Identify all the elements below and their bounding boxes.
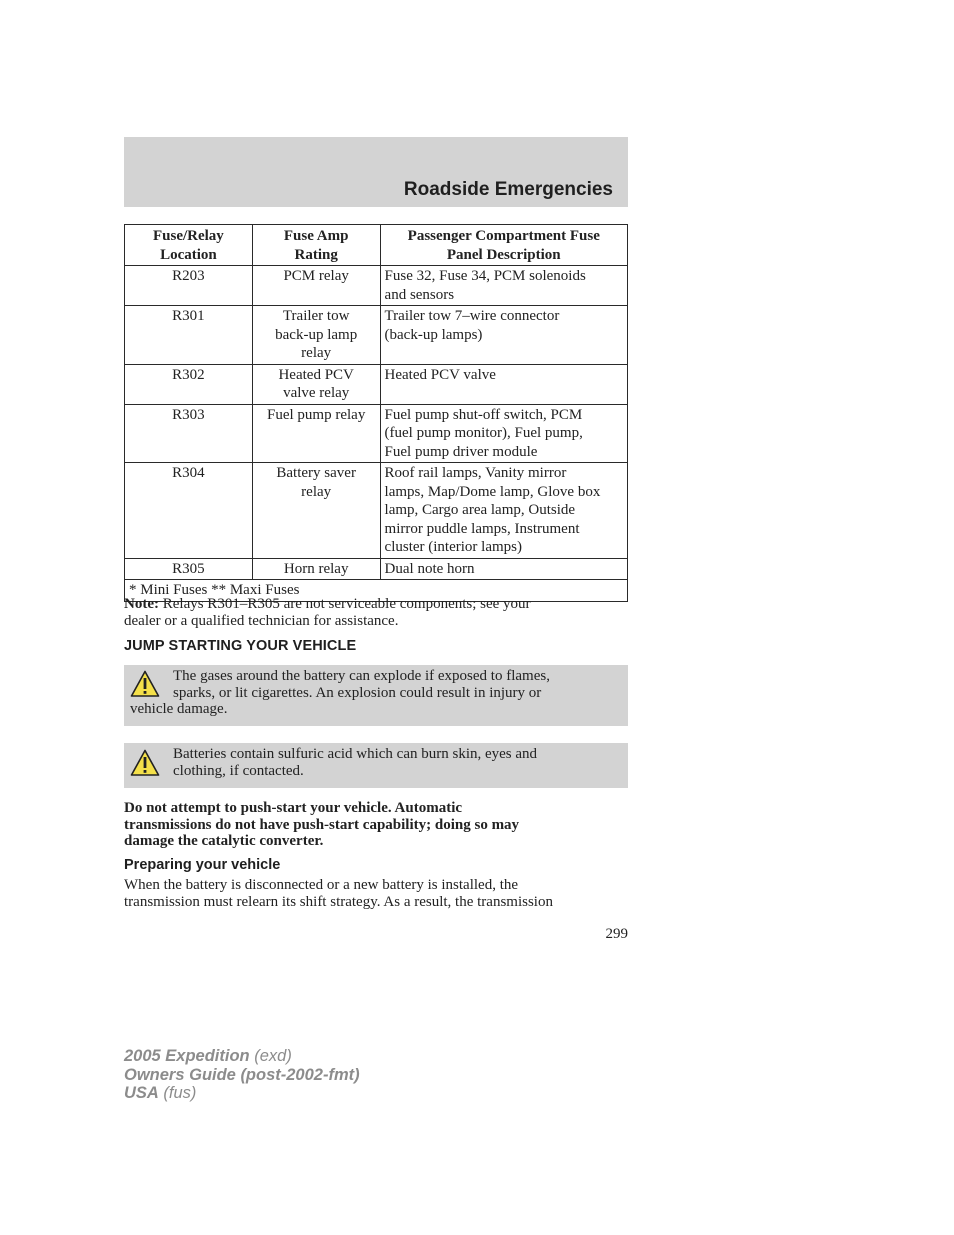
table-row bbox=[125, 558, 628, 580]
cell-location: R301 bbox=[125, 306, 253, 365]
relay-note: Note: Relays R301–R305 are not serviceable components; see your dealer or a qualified technician for assistance. bbox=[124, 596, 531, 629]
preparing-paragraph: When the battery is disconnected or a new battery is installed, the transmission must relearn its shift strategy. As a result, the transmission bbox=[124, 877, 553, 910]
table-row bbox=[125, 306, 628, 365]
section-title: Roadside Emergencies bbox=[403, 179, 613, 200]
warning-triangle-icon bbox=[130, 749, 160, 777]
jump-starting-heading: JUMP STARTING YOUR VEHICLE bbox=[124, 638, 357, 654]
document-footer: 2005 Expedition (exd) Owners Guide (post-2002-fmt) USA (fus) bbox=[124, 1047, 360, 1102]
cell-rating: Battery saver relay bbox=[252, 463, 380, 559]
push-start-warning: Do not attempt to push-start your vehicle. Automatic transmissions do not have push-start capability; doing so may damage the catalytic converter. bbox=[124, 800, 520, 849]
cell-rating: Heated PCV valve relay bbox=[252, 364, 380, 404]
cell-location: R203 bbox=[125, 266, 253, 306]
warning-triangle-icon bbox=[130, 670, 160, 698]
cell-description: Roof rail lamps, Vanity mirror lamps, Map/Dome lamp, Glove box lamp, Cargo area lamp, Outside mirror puddle lamps, Instrument cluster (interior lamps) bbox=[380, 463, 627, 559]
cell-rating: Trailer tow back-up lamp relay bbox=[252, 306, 380, 365]
section-header-band bbox=[124, 137, 628, 207]
cell-location: R303 bbox=[125, 404, 253, 463]
warning-box-explosion: The gases around the battery can explode if exposed to flames, sparks, or lit cigarettes. An explosion could result in injury or vehicle damage. bbox=[124, 665, 628, 726]
cell-rating: Fuel pump relay bbox=[252, 404, 380, 463]
cell-location: R302 bbox=[125, 364, 253, 404]
cell-description: Heated PCV valve bbox=[380, 364, 627, 404]
table-footnote: * Mini Fuses ** Maxi Fuses bbox=[125, 580, 628, 602]
preparing-heading: Preparing your vehicle bbox=[124, 857, 281, 873]
cell-description: Dual note horn bbox=[380, 558, 627, 580]
table-row bbox=[125, 463, 628, 559]
column-header-description: Passenger Compartment Fuse Panel Description bbox=[380, 225, 627, 266]
column-header-location: Fuse/Relay Location bbox=[125, 225, 253, 266]
cell-location: R305 bbox=[125, 558, 253, 580]
cell-rating: PCM relay bbox=[252, 266, 380, 306]
table-row bbox=[125, 364, 628, 404]
warning-box-acid: Batteries contain sulfuric acid which can burn skin, eyes and clothing, if contacted. bbox=[124, 743, 628, 788]
cell-rating: Horn relay bbox=[252, 558, 380, 580]
table-row bbox=[125, 404, 628, 463]
table-row bbox=[125, 266, 628, 306]
cell-description: Fuel pump shut-off switch, PCM (fuel pump monitor), Fuel pump, Fuel pump driver module bbox=[380, 404, 627, 463]
cell-location: R304 bbox=[125, 463, 253, 559]
fuse-relay-table bbox=[124, 224, 628, 602]
page-number: 299 bbox=[605, 926, 628, 942]
cell-description: Trailer tow 7–wire connector (back-up lamps) bbox=[380, 306, 627, 365]
column-header-rating: Fuse Amp Rating bbox=[252, 225, 380, 266]
note-label: Note: bbox=[124, 596, 159, 612]
cell-description: Fuse 32, Fuse 34, PCM solenoids and sensors bbox=[380, 266, 627, 306]
table-header-row bbox=[125, 225, 628, 266]
